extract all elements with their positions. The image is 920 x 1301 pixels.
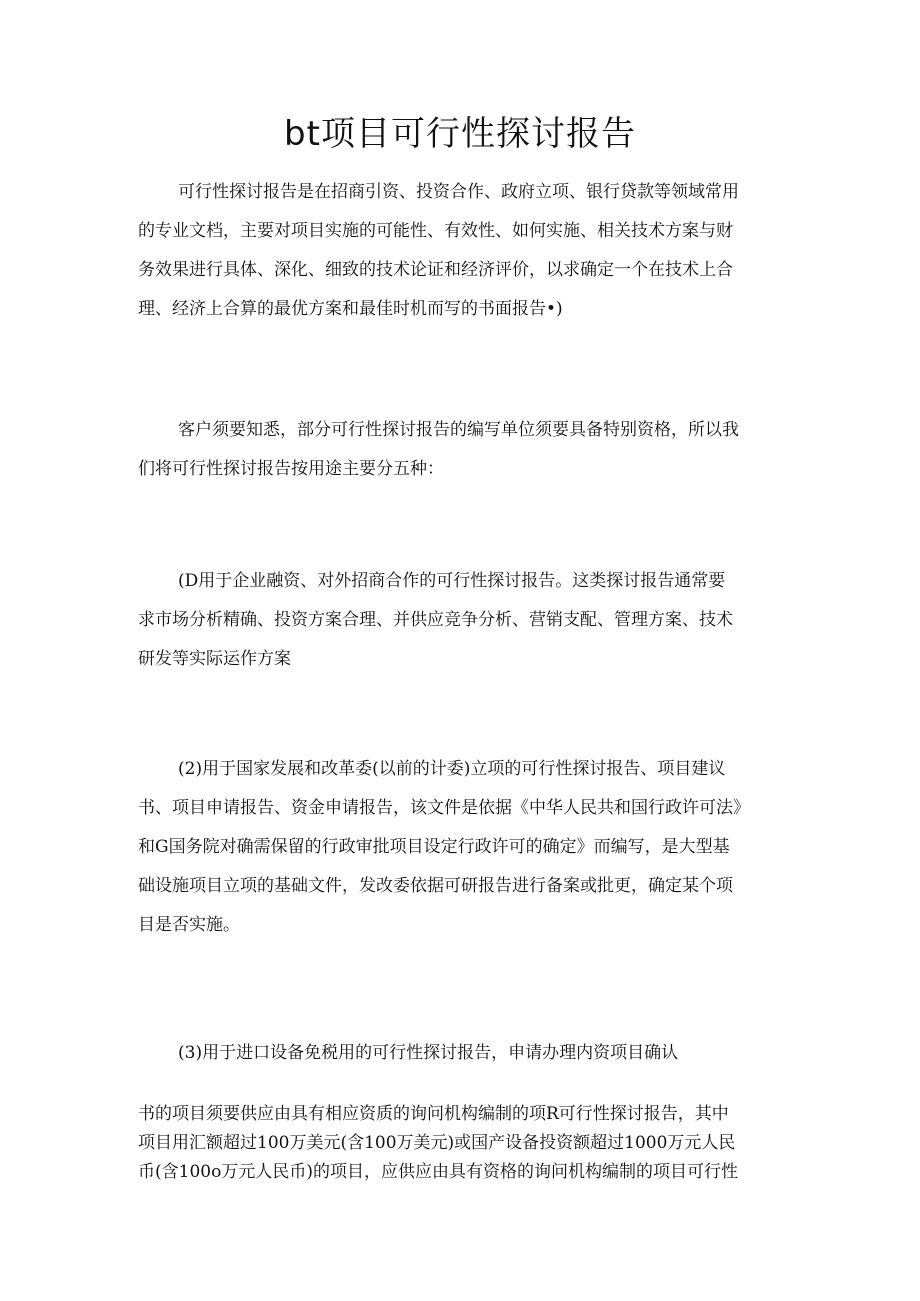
paragraph-line: 理、经济上合算的最优方案和最佳时机而写的书面报告•) (138, 299, 563, 319)
paragraph-line: 的专业文档，主要对项目实施的可能性、有效性、如何实施、相关技术方案与财 (138, 221, 733, 241)
paragraph-line: (D用于企业融资、对外招商合作的可行性探讨报告。这类探讨报告通常要 (178, 571, 726, 591)
paragraph-type-1 (138, 562, 788, 679)
paragraph-line: 项目用汇额超过100万美元(含100万美元)或国产设备投资额超过1000万元人民 (138, 1133, 736, 1153)
paragraph-line: (3)用于进口设备免税用的可行性探讨报告，申请办理内资项目确认 (178, 1043, 679, 1063)
paragraph-line: (2)用于国家发展和改革委(以前的计委)立项的可行性探讨报告、项目建议 (178, 759, 726, 779)
paragraph-line: 求市场分析精确、投资方案合理、并供应竞争分析、营销支配、管理方案、技术 (138, 610, 733, 630)
paragraph-line: 目是否实施。 (138, 915, 240, 935)
paragraph-type-3-body (138, 1100, 788, 1187)
paragraph-line: 务效果进行具体、深化、细致的技术论证和经济评价，以求确定一个在技术上合 (138, 260, 733, 280)
paragraph-client-notice (138, 411, 788, 489)
paragraph-line: 们将可行性探讨报告按用途主要分五种： (138, 459, 444, 479)
paragraph-line: 础设施项目立项的基础文件，发改委依据可研报告进行备案或批更，确定某个项 (138, 876, 733, 896)
paragraph-type-2 (138, 750, 788, 945)
document-title: bt项目可行性探讨报告 (284, 114, 636, 154)
paragraph-line: 币(含100o万元人民币)的项目，应供应由具有资格的询问机构编制的项目可行性 (138, 1162, 738, 1182)
paragraph-line: 书、项目申请报告、资金申请报告，该文件是依据《中华人民共和国行政许可法》 (138, 798, 750, 818)
paragraph-line: 研发等实际运作方案 (138, 649, 291, 669)
paragraph-intro (138, 173, 788, 329)
paragraph-type-3-heading (138, 1034, 788, 1073)
paragraph-line: 书的项目须要供应由具有相应资质的询问机构编制的项R可行性探讨报告，其中 (138, 1104, 729, 1124)
paragraph-line: 可行性探讨报告是在招商引资、投资合作、政府立项、银行贷款等领域常用 (178, 182, 739, 202)
paragraph-line: 和G国务院对确需保留的行政审批项目设定行政许可的确定》而编写，是大型基 (138, 837, 730, 857)
paragraph-line: 客户须要知悉，部分可行性探讨报告的编写单位须要具备特别资格，所以我 (178, 420, 739, 440)
